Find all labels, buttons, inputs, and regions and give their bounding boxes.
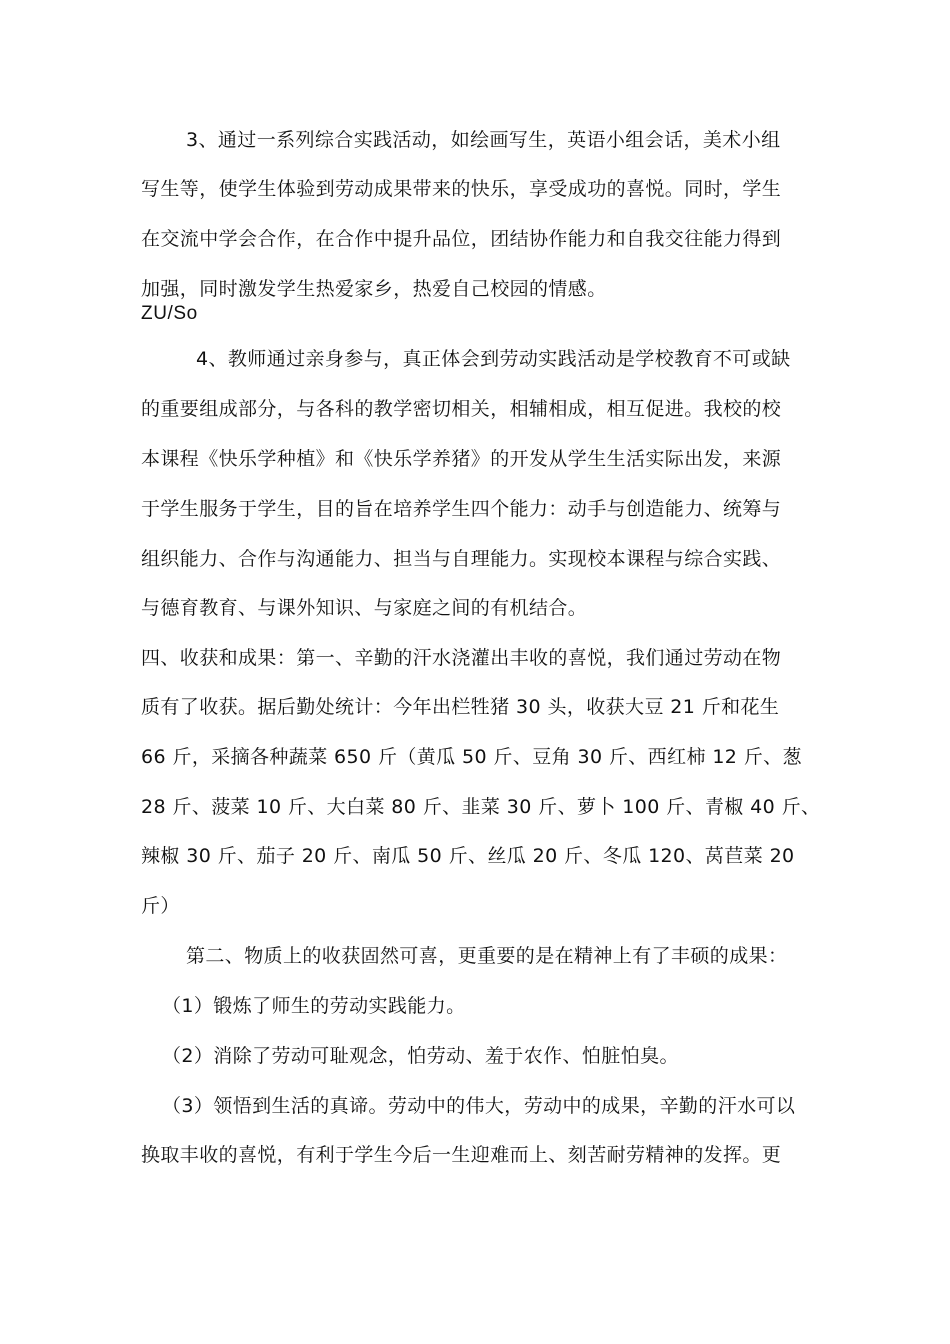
second-point-line: 第二、物质上的收获固然可喜，更重要的是在精神上有了丰硕的成果： bbox=[186, 945, 788, 967]
paragraph-4-line-1: 4、教师通过亲身参与，真正体会到劳动实践活动是学校教育不可或缺 bbox=[196, 348, 791, 370]
paragraph-4-line-4: 于学生服务于学生，目的旨在培养学生四个能力：动手与创造能力、统筹与 bbox=[141, 498, 782, 520]
list-item-2: （2）消除了劳动可耻观念，怕劳动、羞于农作、怕脏怕臭。 bbox=[162, 1045, 679, 1067]
paragraph-3-line-4: 加强，同时激发学生热爱家乡，热爱自己校园的情感。 bbox=[141, 278, 607, 300]
paragraph-4-line-3: 本课程《快乐学种植》和《快乐学养猪》的开发从学生生活实际出发，来源 bbox=[141, 448, 782, 470]
paragraph-3-line-1: 3、通过一系列综合实践活动，如绘画写生，英语小组会话，美术小组 bbox=[186, 129, 781, 151]
paragraph-3-line-2: 写生等，使学生体验到劳动成果带来的快乐，享受成功的喜悦。同时，学生 bbox=[141, 178, 782, 200]
list-item-1: （1）锻炼了师生的劳动实践能力。 bbox=[162, 995, 466, 1017]
paragraph-4-line-2: 的重要组成部分，与各科的教学密切相关，相辅相成，相互促进。我校的校 bbox=[141, 398, 782, 420]
paragraph-4-line-6: 与德育教育、与课外知识、与家庭之间的有机结合。 bbox=[141, 597, 588, 619]
section-4-line-3: 66 斤，采摘各种蔬菜 650 斤（黄瓜 50 斤、豆角 30 斤、西红柿 12 斤、葱 bbox=[141, 746, 802, 768]
paragraph-3-line-3: 在交流中学会合作，在合作中提升品位，团结协作能力和自我交往能力得到 bbox=[141, 228, 782, 250]
paragraph-4-line-5: 组织能力、合作与沟通能力、担当与自理能力。实现校本课程与综合实践、 bbox=[141, 548, 782, 570]
list-item-3-line-1: （3）领悟到生活的真谛。劳动中的伟大，劳动中的成果，辛勤的汗水可以 bbox=[162, 1095, 796, 1117]
list-item-3-line-2: 换取丰收的喜悦，有利于学生今后一生迎难而上、刻苦耐劳精神的发挥。更 bbox=[141, 1144, 782, 1166]
section-4-line-1: 四、收获和成果：第一、辛勤的汗水浇灌出丰收的喜悦，我们通过劳动在物 bbox=[141, 647, 782, 669]
section-4-line-5: 辣椒 30 斤、茄子 20 斤、南瓜 50 斤、丝瓜 20 斤、冬瓜 120、莴苣菜 20 bbox=[141, 845, 795, 867]
section-4-line-2: 质有了收获。据后勤处统计：今年出栏牲猪 30 头，收获大豆 21 斤和花生 bbox=[141, 696, 780, 718]
section-4-line-4: 28 斤、菠菜 10 斤、大白菜 80 斤、韭菜 30 斤、萝卜 100 斤、青椒 40 斤、 bbox=[141, 796, 821, 818]
stray-text: ZU/So bbox=[141, 303, 198, 324]
section-4-line-6: 斤） bbox=[141, 895, 180, 917]
